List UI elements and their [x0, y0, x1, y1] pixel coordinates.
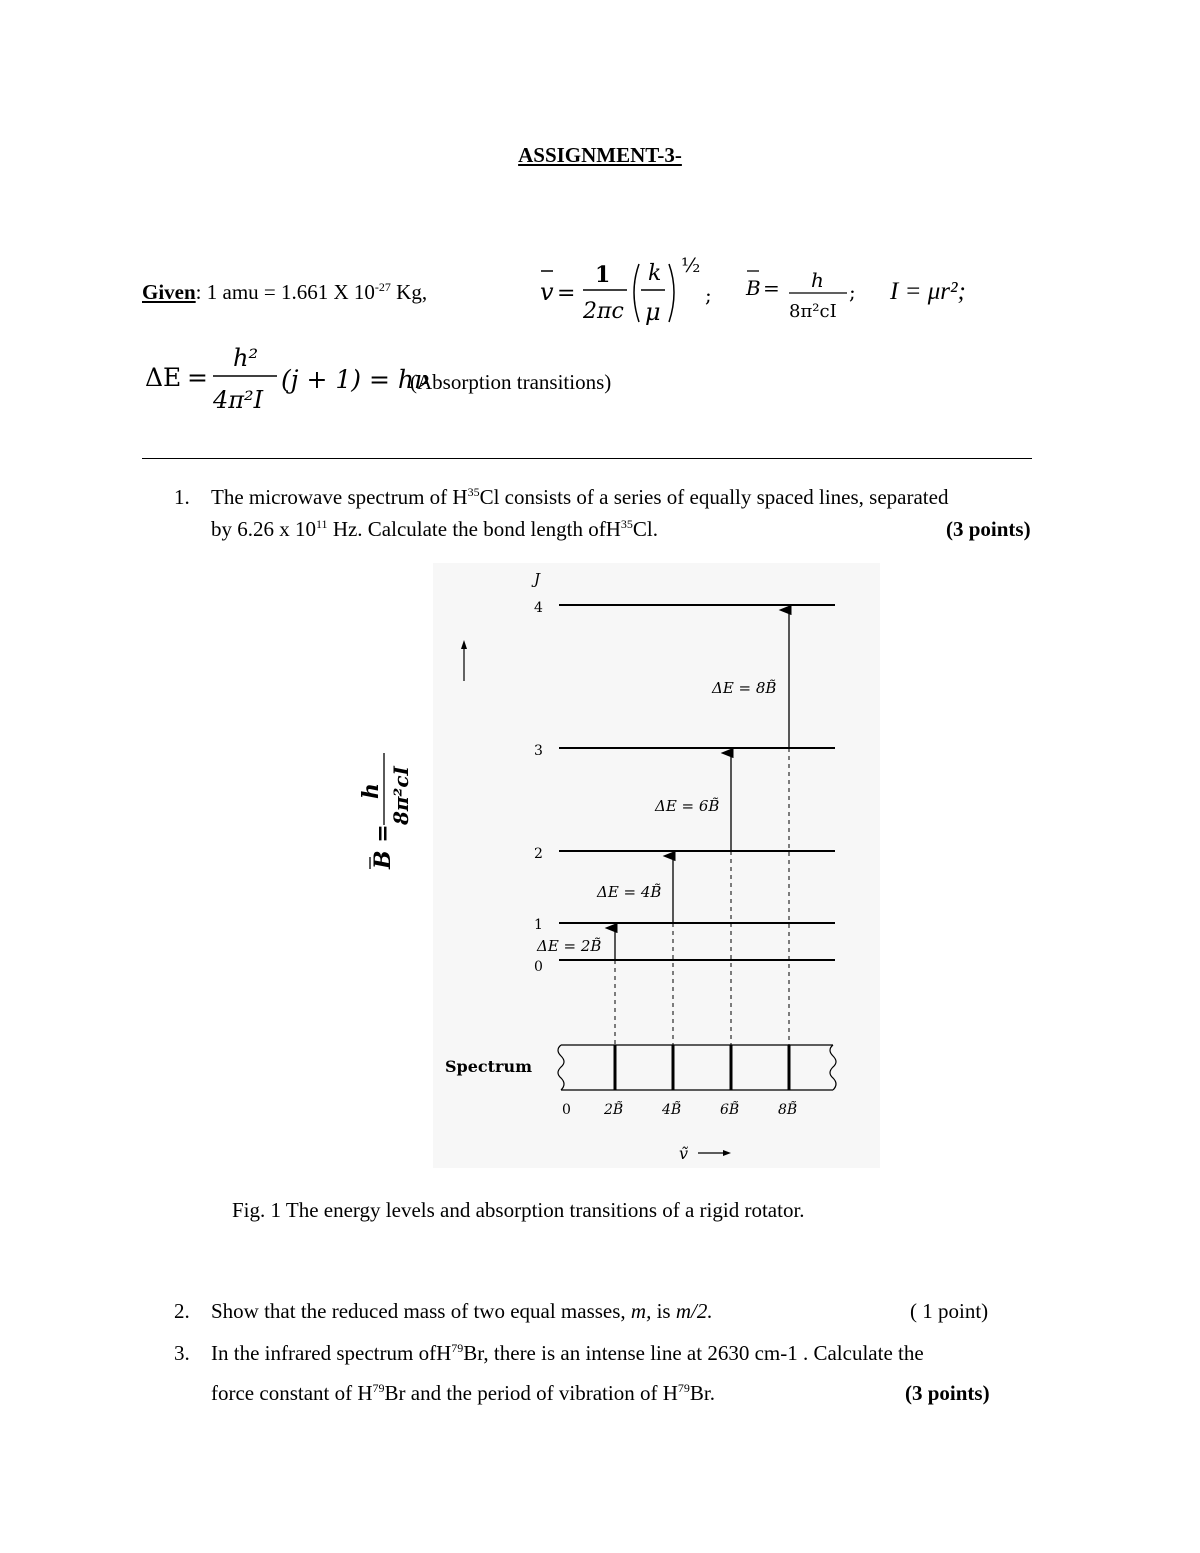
question-text-cont: force constant of $H^{79}Br$ and the period of vibration of $H^{79}Br$.: [211, 1381, 715, 1405]
points-badge: ( 1 point): [910, 1299, 989, 1323]
nu-k: k: [648, 261, 662, 286]
spectrum-tick-6B: 6B̃: [720, 1102, 740, 1118]
question-text-cont: by 6.26 x $10^{11}$ Hz. Calculate the bond length ofH$^{35}$Cl.: [211, 517, 658, 541]
spectrum-tick-2B: 2B̃: [604, 1102, 624, 1118]
question-2: [174, 1295, 1024, 1329]
energy-level-diagram: [433, 563, 880, 1168]
B-numerator: h: [811, 268, 824, 292]
side-B-lhs: B =: [370, 824, 396, 869]
amu-definition: : 1 amu = 1.661 X 10: [195, 280, 375, 304]
energy-difference-formula: [145, 338, 430, 423]
moment-of-inertia-formula: I = μr²;: [890, 278, 966, 305]
x-axis-label: ṽ: [679, 1144, 689, 1163]
question-number: 1.: [174, 485, 190, 509]
nu-one: 1: [595, 262, 611, 288]
spectrum-tick-4B: 4B̃: [662, 1102, 682, 1118]
nu-half: ½: [681, 253, 701, 277]
x-axis-arrowhead: [723, 1150, 731, 1156]
wavenumber-formula: [535, 250, 720, 330]
page-title: ASSIGNMENT-3-: [518, 143, 682, 167]
svg-text:v: v: [540, 278, 554, 306]
energy-level-figure: [433, 563, 880, 1168]
side-B-num: h: [358, 783, 384, 799]
B-denominator: 8π²cI: [789, 301, 837, 322]
transition-label-0: ΔE = 2B̃: [537, 937, 602, 955]
figure-caption: Fig. 1 The energy levels and absorption transitions of a rigid rotator.: [232, 1198, 805, 1222]
points-badge: (3 points): [905, 1381, 990, 1405]
level-label-4: 4: [534, 600, 543, 616]
level-label-0: 0: [534, 959, 543, 975]
given-line: [142, 280, 427, 305]
side-B-den: 8π²cI: [389, 766, 413, 825]
question-number: 2.: [174, 1299, 190, 1323]
svg-text:=: =: [763, 276, 780, 300]
transition-label-2: ΔE = 6B̃: [655, 797, 720, 815]
dE-rest: (j + 1) = hν: [281, 365, 430, 394]
amu-exponent: -27: [374, 280, 391, 294]
question-text: Show that the reduced mass of two equal masses, m, is m/2.: [211, 1299, 713, 1323]
level-label-2: 2: [534, 846, 543, 862]
B-semicolon: ;: [849, 280, 856, 304]
nu-mu: μ: [645, 298, 661, 326]
question-3: [174, 1337, 1024, 1417]
given-label: Given: [142, 280, 196, 304]
axis-up-arrowhead: [461, 640, 467, 649]
question-text: The microwave spectrum of $H^{35}Cl$ consists of a series of equally spaced lines, separated: [211, 485, 949, 509]
absorption-note: (Absorption transitions): [410, 370, 612, 394]
dE-denominator: 4π²I: [213, 386, 264, 414]
points-badge: (3 points): [946, 517, 1031, 541]
question-1: [174, 481, 1044, 551]
svg-text:=: =: [187, 363, 208, 392]
side-B-formula: [350, 745, 420, 875]
rotational-constant-formula: [745, 265, 865, 330]
amu-unit: Kg,: [390, 280, 428, 304]
spectrum-left-break: [558, 1045, 564, 1090]
dE-numerator: h²: [233, 344, 259, 372]
spectrum-right-break: [830, 1045, 836, 1090]
level-label-1: 1: [534, 917, 543, 933]
transition-label-1: ΔE = 4B̃: [597, 883, 662, 901]
svg-text:ΔE: ΔE: [145, 363, 182, 392]
transition-label-3: ΔE = 8B̃: [712, 679, 777, 697]
spectrum-tick-0: 0: [562, 1102, 571, 1118]
divider: [142, 458, 1032, 459]
spectrum-label: Spectrum: [445, 1057, 533, 1076]
svg-text:=: =: [557, 281, 576, 306]
level-label-3: 3: [534, 743, 543, 759]
nu-semicolon: ;: [705, 283, 712, 307]
question-number: 3.: [174, 1341, 190, 1365]
nu-denominator: 2πc: [583, 299, 624, 324]
spectrum-tick-8B: 8B̃: [778, 1102, 798, 1118]
j-axis-label: J: [534, 570, 541, 588]
question-text: In the infrared spectrum ofH$^{79}$Br, there is an intense line at 2630 cm-1 . Calculate the: [211, 1341, 924, 1365]
svg-text:B: B: [746, 276, 761, 300]
